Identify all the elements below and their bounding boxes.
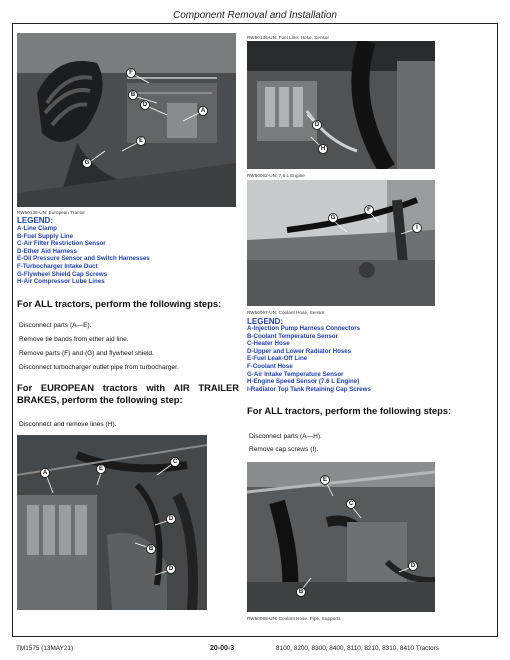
legend-1-item: D-Ether Aid Harness — [17, 247, 77, 255]
svg-text:B: B — [298, 589, 304, 595]
legend-1-item: F-Turbocharger Intake Duct — [17, 262, 98, 270]
legend-1-list — [17, 225, 150, 286]
legend-2-list — [247, 325, 371, 393]
svg-text:D: D — [410, 563, 416, 569]
svg-text:D: D — [142, 102, 148, 108]
callout-f-marker — [127, 69, 150, 84]
svg-text:H: H — [320, 146, 326, 152]
section-2-heading: For EUROPEAN tractors with AIR TRAILER BRAKES, perform the following step: — [17, 382, 239, 405]
callout-f-marker — [365, 206, 380, 223]
section-3-heading: For ALL tractors, perform the following steps: — [247, 405, 452, 416]
callout-g-marker — [83, 151, 106, 168]
legend-2-item: I-Radiator Top Tank Retaining Cap Screws — [247, 385, 371, 393]
legend-2-item: A-Injection Pump Harness Connectors — [247, 325, 361, 332]
section-1-step: Disconnect turbocharger outlet pipe from turbocharger. — [19, 364, 179, 371]
callout-d-marker — [155, 515, 176, 526]
legend-2-item: E-Fuel Leak-Off Line — [247, 355, 308, 363]
svg-text:E: E — [322, 477, 328, 483]
figure-injection-pump-callouts — [17, 435, 207, 610]
figure-fuel-line-callouts — [247, 41, 435, 169]
svg-text:C: C — [348, 501, 354, 507]
svg-text:E: E — [98, 466, 104, 472]
figure-engine-callouts — [247, 180, 435, 306]
callout-d-marker — [307, 115, 322, 130]
callout-d-lower-marker — [155, 565, 176, 576]
callout-b-marker — [297, 578, 312, 597]
svg-text:G: G — [84, 160, 90, 166]
callout-d-marker — [399, 562, 418, 573]
svg-text:D: D — [168, 566, 174, 572]
svg-text:G: G — [330, 215, 336, 221]
svg-text:D: D — [168, 516, 174, 522]
callout-a-marker — [41, 469, 54, 494]
figure-coolant-hose-caption: RW50067-UN: Coolant Hose, Sensor — [247, 310, 325, 315]
section-3-step: Disconnect parts (A—H). — [249, 433, 322, 440]
callout-d-marker — [141, 101, 168, 116]
section-1-step: Remove tie bands from ether aid line. — [19, 336, 129, 343]
legend-2-item: D-Upper and Lower Radiator Hoses — [247, 347, 352, 355]
legend-1-item: E-Oil Pressure Sensor and Switch Harnesses — [17, 255, 150, 263]
figure-engine-caption: RW50062-UN: 7.6 L Engine — [247, 173, 305, 178]
section-3-step: Remove cap screws (I). — [249, 446, 319, 453]
svg-text:F: F — [367, 207, 371, 213]
legend-1-item: C-Air Filter Restriction Sensor — [17, 240, 106, 248]
figure-coolant-supports-callouts — [247, 462, 435, 612]
callout-h-marker — [311, 137, 328, 154]
callout-a-marker — [183, 107, 208, 122]
figure-fuel-line-caption: RW50136-UN: Fuel Line, Hose, Sensor — [247, 35, 330, 40]
svg-text:A: A — [42, 470, 48, 476]
callout-g-marker — [329, 214, 348, 233]
svg-text:I: I — [416, 225, 418, 231]
section-1-heading: For ALL tractors, perform the following steps: — [17, 298, 222, 309]
callout-c-marker — [347, 500, 362, 519]
svg-text:D: D — [314, 122, 320, 128]
right-margin-rule — [497, 23, 498, 636]
svg-text:B: B — [130, 92, 136, 98]
callout-i-marker — [401, 224, 422, 235]
legend-1-item: H-Air Compressor Lube Lines — [17, 278, 105, 286]
callout-b-marker — [135, 543, 156, 554]
footer-page-number: 20-00-3 — [210, 645, 235, 652]
section-2-step: Disconnect and remove lines (H). — [19, 421, 117, 428]
callout-c-marker — [157, 458, 180, 476]
legend-2-item: H-Engine Speed Sensor (7.6 L Engine) — [247, 378, 360, 386]
legend-1-title: LEGEND: — [17, 216, 53, 225]
callout-e-marker — [122, 137, 146, 152]
callout-e-marker — [321, 476, 334, 497]
legend-1-item: G-Flywheel Shield Cap Screws — [17, 270, 108, 278]
legend-1-item: A-Line Clamp — [17, 225, 57, 232]
left-margin-rule — [12, 23, 13, 636]
legend-1-item: B-Fuel Supply Line — [17, 232, 74, 240]
legend-2-item: F-Coolant Hose — [247, 362, 293, 370]
figure-coolant-supports-caption: RW50068-UN: Coolant Hose, Pipe, Supports — [247, 616, 341, 621]
svg-text:F: F — [129, 70, 133, 76]
svg-text:B: B — [148, 546, 154, 552]
section-1-step: Disconnect parts (A—E). — [19, 322, 92, 329]
footer-tractor-models: 8100, 8200, 8300, 8400, 8110, 8210, 8310, 8410 Tractors — [276, 645, 439, 652]
svg-text:C: C — [172, 459, 178, 465]
page-header-title: Component Removal and Installation — [173, 10, 337, 21]
section-1-step: Remove parts (F) and (G) and flywheel shield. — [19, 350, 154, 357]
callout-e-marker — [97, 465, 106, 486]
footer-manual-code: TM1575 (13MAY21) — [16, 645, 74, 652]
legend-2-title: LEGEND: — [247, 317, 283, 326]
figure-european-tractor-callouts — [17, 33, 236, 207]
header-rule — [12, 23, 498, 24]
figure-european-tractor-caption: RW50135-UN: European Tractor — [17, 210, 85, 215]
legend-2-item: B-Coolant Temperature Sensor — [247, 332, 338, 340]
svg-text:E: E — [138, 138, 144, 144]
footer-rule — [12, 636, 498, 637]
legend-2-item: C-Heater Hose — [247, 340, 290, 348]
svg-text:A: A — [200, 108, 206, 114]
legend-2-item: G-Air Intake Temperature Sensor — [247, 370, 344, 378]
